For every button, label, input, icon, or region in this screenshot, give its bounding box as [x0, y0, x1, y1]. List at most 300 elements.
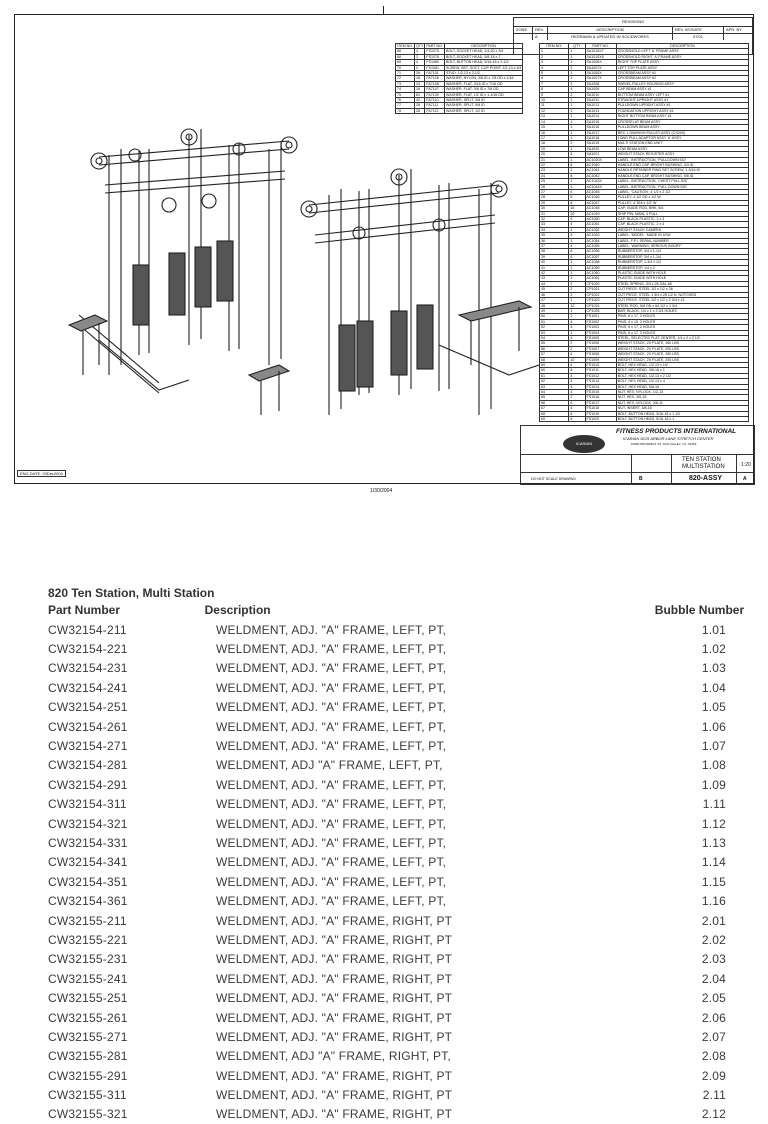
bom-right-cell: STEEL ROD, 5/8 OD x 64 1/2 x 1 3/4 [616, 303, 748, 308]
bom-right-cell: 2 [569, 141, 585, 146]
bom-left-cell: 2 [414, 65, 424, 70]
bom-right-cell: CP1021 [585, 287, 616, 292]
bom-right-cell: AC1050 [585, 217, 616, 222]
bubble-number: 1.08 [701, 758, 726, 773]
bom-left-cell: 4 [414, 49, 424, 54]
bom-right-cell: 21 [540, 157, 569, 162]
right-weight-stacks [339, 305, 433, 391]
bom-right-cell: FS1020 [585, 417, 616, 422]
bom-right-cell: SHIP PIN, MAIN, 4 PULL [616, 211, 748, 216]
rev-header-date: REV. BY/DATE [673, 27, 724, 33]
part-description: WELDMENT, ADJ. "A" FRAME, LEFT, PT, [216, 739, 447, 754]
bom-right-cell: RIGHT BOTTOM BEAM ASSY #1 [616, 114, 748, 119]
bom-right-cell: 2 [540, 54, 569, 59]
bom-right-cell: 64 [540, 390, 569, 395]
bom-right-row [540, 417, 749, 422]
part-number: CW32155-281 [48, 1049, 128, 1064]
bom-left-cell: 69 [396, 60, 415, 65]
bom-right-cell: SA1006X [585, 71, 616, 76]
part-number: CW32154-291 [48, 777, 128, 792]
bubble-number: 1.11 [702, 797, 726, 812]
bom-right-cell: 1 [569, 103, 585, 108]
part-number: CW32154-231 [48, 661, 128, 676]
bom-right-cell: 22 [540, 162, 569, 167]
bom-right-cell: 17 [540, 135, 569, 140]
bom-right-cell: 4 [569, 362, 585, 367]
bom-right-cell: 50 [540, 314, 569, 319]
bom-right-cell: FOUNDATION UPRIGHT ASSY #1 [616, 108, 748, 113]
bom-right-cell: 1 [569, 76, 585, 81]
part-number: CW32155-321 [48, 1107, 128, 1122]
bom-left-cell: WASHER, FLAT, 3/8 ID x 7/8 OD [444, 87, 522, 92]
bom-right-cell: 43 [540, 276, 569, 281]
bom-right-cell: SA1019 [585, 141, 616, 146]
bubble-number: 1.13 [701, 835, 726, 850]
bom-right-cell: AC1047 [585, 200, 616, 205]
bom-right-cell: 27 [540, 189, 569, 194]
bom-left-cell: 72 [396, 76, 415, 81]
drawing-title [682, 457, 725, 471]
bom-right-cell: STEEL SPRING, 3/4 x 26 OAL #8 [616, 281, 748, 286]
bom-right-cell: AC1048 [585, 206, 616, 211]
part-number: CW32154-311 [48, 797, 127, 812]
part-description: WELDMENT, ADJ. "A" FRAME, LEFT, PT, [216, 622, 447, 637]
part-number: CW32154-331 [48, 835, 128, 850]
bom-right-cell: 20 [569, 211, 585, 216]
bom-right-cell: LOW BEAM ASSY [616, 146, 748, 151]
part-number: CW32155-231 [48, 952, 128, 967]
bom-right-cell: 12 [540, 108, 569, 113]
bom-right-cell: 1 [569, 130, 585, 135]
bom-left-cell: 70 [396, 65, 415, 70]
bom-right-cell: 46 [540, 292, 569, 297]
company-logo: ICARIAN [563, 435, 605, 453]
part-description: WELDMENT, ADJ. "A" FRAME, LEFT, PT, [216, 680, 447, 695]
bubble-number: 2.04 [701, 971, 726, 986]
bom-right-cell: 1 [569, 238, 585, 243]
bom-right-cell: REC. LOW/HIGH PULLEY ASSY (CS200) [616, 130, 748, 135]
bom-right-cell: 61 [540, 373, 569, 378]
bom-right-cell: 4 [569, 325, 585, 330]
bom-left-cell: 81 [414, 92, 424, 97]
part-number: CW32155-211 [48, 913, 127, 928]
bom-right-cell: 6 [540, 76, 569, 81]
bom-right-cell: 5 [540, 71, 569, 76]
bom-right-cell: 8 [569, 411, 585, 416]
bubble-number: 1.09 [701, 777, 726, 792]
part-description: WELDMENT, ADJ. "A" FRAME, LEFT, PT, [216, 816, 447, 831]
bom-right-cell: SA1011 [585, 98, 616, 103]
bubble-number: 2.02 [701, 932, 726, 947]
bom-right-cell: AC1056 [585, 249, 616, 254]
rev-header-zone: ZONE [514, 27, 533, 33]
bom-right-cell: SA1006X [585, 60, 616, 65]
bom-right-cell: 1 [569, 157, 585, 162]
bom-right-cell: NUT, HEX, 3/8-16 [616, 395, 748, 400]
bom-left-cell: 18 [414, 76, 424, 81]
bom-right-cell: LABEL, 'WARNING, SERIOUS INJURY' [616, 244, 748, 249]
bom-left-cell: WASHER, FLAT, 1/2 ID x 1-1/16 OD [444, 92, 522, 97]
bom-right-cell: SA1015 [585, 119, 616, 124]
bom-right-cell: SA1007X [585, 76, 616, 81]
bom-right-cell: 7 [540, 81, 569, 86]
bom-left-cell: 75 [396, 92, 415, 97]
bom-right-cell: SA1015X8 [585, 54, 616, 59]
bom-right-cell: 1 [569, 125, 585, 130]
part-number: CW32154-281 [48, 758, 128, 773]
part-number: CW32155-251 [48, 991, 128, 1006]
parts-list-row [48, 717, 748, 736]
bom-left-cell: FA7109 [425, 92, 445, 97]
parts-list-row [48, 891, 748, 910]
bubble-number: 2.03 [701, 952, 726, 967]
parts-list-row [48, 639, 748, 658]
bom-right-cell: AC1060 [585, 271, 616, 276]
bom-left-cell: 2 [414, 54, 424, 59]
part-number: CW32155-271 [48, 1029, 128, 1044]
bom-right-cell: 31 [540, 211, 569, 216]
bom-right-cell: 1 [569, 71, 585, 76]
bom-right-cell: PINS, 6 x 17, 3 HOLES [616, 330, 748, 335]
bom-right-cell: AC1046 [585, 195, 616, 200]
bom-right-cell: CP1025 [585, 308, 616, 313]
bom-left-cell: 73 [396, 81, 415, 86]
bom-right-cell: 2 [569, 341, 585, 346]
bom-right-cell: 62 [540, 379, 569, 384]
bom-right-cell: CP1024 [585, 303, 616, 308]
parts-list-row [48, 950, 748, 969]
parts-list-row [48, 814, 748, 833]
bom-right-cell: 2 [569, 346, 585, 351]
bom-left-cell: 42 [414, 98, 424, 103]
part-description: WELDMENT, ADJ. "A" FRAME, RIGHT, PT [216, 1010, 453, 1025]
bom-left-cell: FS1075 [425, 49, 445, 54]
bom-right-cell: PLASTIC GUIDE WITH HOLE [616, 271, 748, 276]
title-block [520, 425, 755, 485]
bom-right-cell: 28 [540, 195, 569, 200]
bom-right-cell: 66 [540, 400, 569, 405]
bom-right-cell: CROSSBEAM ASSY #2 [616, 76, 748, 81]
bom-left-cell: BOLT, SOCKET HEAD, 5/8-18 x 2 [444, 54, 522, 59]
bom-right-cell: 58 [540, 357, 569, 362]
part-number: CW32155-291 [48, 1068, 128, 1083]
do-not-scale-note: DO NOT SCALE DRAWING [531, 477, 576, 481]
bom-right-cell: AC1020X [585, 157, 616, 162]
bom-right-cell: 6 [569, 195, 585, 200]
bom-right-cell: 1 [569, 135, 585, 140]
bom-right-cell: FS1014 [585, 384, 616, 389]
bom-right-cell: AC1045 [585, 189, 616, 194]
bom-right-cell: 1 [540, 49, 569, 54]
bom-right-cell: RUBBERSTOP, 1-3/4 x 1/2 [616, 260, 748, 265]
bom-right-cell: CUT PIECE, STEEL 1/2 x 1/2 x 2 3/4 x 12 [616, 298, 748, 303]
bom-right-cell: 24 [540, 173, 569, 178]
part-description: WELDMENT, ADJ. "A" FRAME, LEFT, PT, [216, 661, 447, 676]
left-bench-and-seats [69, 315, 189, 390]
bom-right-cell: 48 [540, 303, 569, 308]
bom-right-cell: AC1059 [585, 265, 616, 270]
part-number: CW32155-221 [48, 932, 128, 947]
bom-left-cell: FA7111 [425, 103, 445, 108]
bom-left-cell: 24 [414, 81, 424, 86]
bom-right-cell: WEIGHT STACK CAMERA [616, 227, 748, 232]
bom-right-cell: 26 [540, 184, 569, 189]
bom-right-cell: 67 [540, 406, 569, 411]
bom-right-cell: 63 [540, 384, 569, 389]
parts-list-row [48, 1008, 748, 1027]
column-bubble-number: Bubble Number [654, 603, 745, 617]
bom-right-cell: 11 [540, 103, 569, 108]
bom-left-cell: FS1080 [425, 60, 445, 65]
bom-right-cell: FS1019 [585, 411, 616, 416]
bom-right-cell: 4 [569, 222, 585, 227]
bom-right-cell: 1 [569, 308, 585, 313]
company-address-2: 10800 PROSPECT ST. SUN VALLEY, CA. 91352 [631, 442, 697, 446]
bom-right-cell: FS1005 [585, 335, 616, 340]
parts-list-row [48, 1105, 748, 1124]
bom-table-left [395, 43, 523, 114]
bom-right-cell: 15 [540, 125, 569, 130]
part-description: WELDMENT, ADJ. "A" FRAME, LEFT, PT, [216, 777, 447, 792]
bom-left-cell: 76 [396, 98, 415, 103]
bom-left-cell: WASHER, SPLIT, 1/2 ID [444, 108, 522, 113]
part-description: WELDMENT, ADJ. "A" FRAME, LEFT, PT, [216, 642, 447, 657]
bom-right-cell: 4 [569, 244, 585, 249]
bubble-number: 2.01 [701, 913, 726, 928]
bom-left-cell: FA7107 [425, 87, 445, 92]
bom-right-cell: FS1002 [585, 319, 616, 324]
bom-left-cell: FS1078 [425, 54, 445, 59]
drawing-sheet [14, 14, 754, 484]
bom-right-cell: 8 [569, 368, 585, 373]
part-description: WELDMENT, ADJ. "A" FRAME, LEFT, PT, [216, 855, 447, 870]
bom-right-cell: 1 [569, 265, 585, 270]
drawing-part-number: 820-ASSY [689, 475, 723, 482]
parts-list-row [48, 930, 748, 949]
bom-right-cell: 2 [569, 314, 585, 319]
bom-right-cell: 3 [540, 60, 569, 65]
bom-right-cell: 60 [540, 368, 569, 373]
bom-right-cell: CAP, BLACK PLASTIC, 2 x 4 [616, 222, 748, 227]
bom-right-cell: BOLT, HEX HEAD, 1/2-13 x 1/2 [616, 362, 748, 367]
bom-right-cell: BOLT, BUTTON HEAD, 5/16-18 x 1 [616, 417, 748, 422]
part-number: CW32155-241 [48, 971, 128, 986]
rev-date: 07/01 [673, 34, 724, 40]
bom-right-cell: 2 [569, 287, 585, 292]
bom-right-cell: SA1012 [585, 103, 616, 108]
drawing-revision: A [743, 476, 747, 482]
part-description: WELDMENT, ADJ. "A" FRAME, RIGHT, PT [216, 1107, 453, 1122]
parts-list-row [48, 1066, 748, 1085]
bom-right-cell: 14 [540, 119, 569, 124]
bom-right-cell: 59 [540, 362, 569, 367]
bom-right-cell: WEIGHT STACK, 2X PLATE, 200 LBS [616, 357, 748, 362]
part-description: WELDMENT, ADJ. "A" FRAME, LEFT, PT, [216, 874, 447, 889]
bom-right-cell: CROSSHOLD LEFT 'A' FRAME ASSY [616, 49, 748, 54]
bom-right-cell: AC1044X [585, 184, 616, 189]
bom-right-cell: CP1023 [585, 298, 616, 303]
bom-left-cell: FS1081 [425, 65, 445, 70]
part-description: WELDMENT, ADJ. "A" FRAME, RIGHT, PT [216, 913, 453, 928]
rev-zone [514, 34, 533, 40]
bom-right-cell: 4 [569, 384, 585, 389]
bom-right-cell: PLASTIC GUIDE WITH HOLE [616, 276, 748, 281]
bom-left-cell: FA7108 [425, 81, 445, 86]
bom-right-cell: AC1041 [585, 168, 616, 173]
engineering-date-stamp: ENG DATE: 20Dec2004 [17, 470, 66, 477]
bom-right-cell: RUBBERSTOP, 1/4 x 2 [616, 265, 748, 270]
bom-right-cell: 45 [540, 287, 569, 292]
bom-right-cell: FS1001 [585, 314, 616, 319]
bom-right-cell: 12 [569, 303, 585, 308]
part-number: CW32154-321 [48, 816, 128, 831]
bom-right-cell: CUT PIECE, STEEL 1/2 x 1/2 x 26 [616, 287, 748, 292]
bom-right-cell: 2 [569, 168, 585, 173]
part-number: CW32154-241 [48, 680, 128, 695]
bom-right-cell: BOLT, HEX HEAD, 3/8-16 x 1 [616, 368, 748, 373]
parts-list-row [48, 678, 748, 697]
part-description: WELDMENT, ADJ. "A" FRAME, LEFT, PT, [216, 894, 447, 909]
bom-left-cell: 71 [396, 71, 415, 76]
bom-right-cell: 1 [569, 276, 585, 281]
rev-header-description: DESCRIPTION [548, 27, 673, 33]
bom-right-cell: HANDLE RETAINER RING SET SCREW, 1-3/16 ID [616, 168, 748, 173]
part-description: WELDMENT, ADJ. "A" FRAME, RIGHT, PT [216, 971, 453, 986]
bom-left-cell: 16 [414, 87, 424, 92]
bubble-number: 1.14 [701, 855, 726, 870]
bom-right-cell: SA1021 [585, 152, 616, 157]
bubble-number: 1.01 [701, 622, 726, 637]
bom-right-cell: AC1043X [585, 179, 616, 184]
bom-right-cell: 2 [569, 65, 585, 70]
rev-header-approved: APR. BY [726, 27, 742, 32]
bubble-number: 2.08 [701, 1049, 726, 1064]
bom-right-cell: 4 [569, 390, 585, 395]
bom-left-cell: FA7106 [425, 76, 445, 81]
bom-left-cell: 28 [414, 108, 424, 113]
bom-right-cell: 16 [540, 130, 569, 135]
bom-right-cell: 4 [569, 335, 585, 340]
bom-right-cell: AC1054 [585, 238, 616, 243]
bom-right-cell: 1 [569, 60, 585, 65]
bom-right-cell: 65 [540, 395, 569, 400]
part-description: WELDMENT, ADJ "A" FRAME, RIGHT, PT, [216, 1049, 451, 1064]
bom-right-cell: 8 [540, 87, 569, 92]
bom-right-cell: FS1010 [585, 362, 616, 367]
bom-right-cell: LABEL, 'MODEL' 'MADE IN USA' [616, 233, 748, 238]
bom-right-cell: RIGHT TOP PLATE ASSY [616, 60, 748, 65]
bom-left-row [396, 108, 523, 113]
bom-right-cell: NUT, HEX, NYLOCK, 1/2-13 [616, 390, 748, 395]
bom-right-cell: AC1055 [585, 244, 616, 249]
bom-right-cell: 32 [540, 217, 569, 222]
bom-right-cell: AC1052 [585, 227, 616, 232]
bubble-number: 2.09 [701, 1068, 726, 1083]
bom-left-cell: 77 [396, 103, 415, 108]
column-part-number: Part Number [48, 603, 121, 617]
bom-right-cell: FS1013 [585, 379, 616, 384]
bom-right-cell: 1 [569, 271, 585, 276]
bom-right-cell: AC1061 [585, 276, 616, 281]
bom-right-cell: 44 [540, 281, 569, 286]
bom-right-cell: 9 [540, 92, 569, 97]
bom-right-cell: 57 [540, 352, 569, 357]
part-description: WELDMENT, ADJ. "A" FRAME, LEFT, PT, [216, 719, 447, 734]
part-description: WELDMENT, ADJ. "A" FRAME, LEFT, PT, [216, 797, 447, 812]
part-number: CW32154-261 [48, 719, 128, 734]
bom-right-cell: 2 [569, 395, 585, 400]
revisions-header [514, 27, 752, 34]
bom-right-cell: AC1040 [585, 162, 616, 167]
bom-right-cell: SA1014 [585, 114, 616, 119]
bom-right-cell: 9 [569, 217, 585, 222]
parts-list-row [48, 736, 748, 755]
bubble-number: 1.02 [701, 642, 726, 657]
bom-right-cell: 2 [569, 281, 585, 286]
bom-right-cell: HANDLE END CAP, BRIGHT BUSHING, 5/8 ID [616, 173, 748, 178]
part-number: CW32154-361 [48, 894, 128, 909]
parts-list [48, 586, 748, 1124]
rev-header-rev: REV. [533, 27, 548, 33]
bom-right-cell: 10 [569, 357, 585, 362]
bom-right-cell: 1 [569, 298, 585, 303]
bom-right-cell: AC1042 [585, 173, 616, 178]
bubble-number: 2.11 [702, 1088, 726, 1103]
bom-right-cell: FS1015 [585, 390, 616, 395]
bom-right-cell: 38 [540, 249, 569, 254]
part-number: CW32154-271 [48, 739, 128, 754]
rev-letter: A [533, 34, 548, 40]
bom-right-cell: BOTTOM BEAM ASSY LEFT #1 [616, 92, 748, 97]
bom-right-cell: CAP, BLACK PLASTIC, 2 x 3 [616, 217, 748, 222]
bom-right-cell: 1 [569, 49, 585, 54]
parts-list-columns [48, 603, 748, 620]
part-number: CW32154-341 [48, 855, 128, 870]
bom-right-cell: 4 [569, 406, 585, 411]
parts-list-row [48, 620, 748, 639]
bom-right-col-item: ITEM NO. [540, 44, 569, 49]
bom-right-cell: SA1018 [585, 135, 616, 140]
parts-list-row [48, 969, 748, 988]
bom-right-cell: RUBBERSTOP, 3/4 x 1-1/4 [616, 254, 748, 259]
bom-right-cell: 4 [540, 65, 569, 70]
bom-left-cell: STUD, 1/2-13 x 2-1/2 [444, 71, 522, 76]
bom-left-cell: WASHER, FLAT, 3/16 ID x 7/16 OD [444, 81, 522, 86]
bom-right-cell: CROSSFLAT BEAM ASSY [616, 119, 748, 124]
print-date: 1/30/2004 [370, 488, 393, 494]
bubble-number: 2.06 [701, 1010, 726, 1025]
bom-right-cell: FS1017 [585, 400, 616, 405]
sheet-top-tick [383, 6, 384, 14]
bubble-number: 1.12 [701, 816, 726, 831]
bom-right-cell: 35 [540, 233, 569, 238]
bom-right-cell: 20 [540, 152, 569, 157]
bom-right-cell: PULLDOWN UPRIGHT ASSY #1 [616, 103, 748, 108]
bom-right-cell: BOLT, HEX HEAD, 5/8-18 [616, 384, 748, 389]
revisions-title: REVISIONS [514, 18, 752, 27]
left-frame-structure [79, 129, 297, 393]
bubble-number: 2.05 [701, 991, 726, 1006]
bom-right-cell: FS1004 [585, 330, 616, 335]
bom-right-cell: SA1020 [585, 146, 616, 151]
bom-right-cell: 1 [569, 108, 585, 113]
bom-right-cell: 41 [540, 265, 569, 270]
bom-right-cell: 19 [540, 146, 569, 151]
bom-right-cell: 23 [540, 168, 569, 173]
bom-left-cell: SCREW, SET, SOCT, CUP POINT, 1/2-13 x 3/4 [445, 65, 522, 70]
bom-right-cell: 25 [540, 179, 569, 184]
bubble-number: 1.06 [701, 719, 726, 734]
